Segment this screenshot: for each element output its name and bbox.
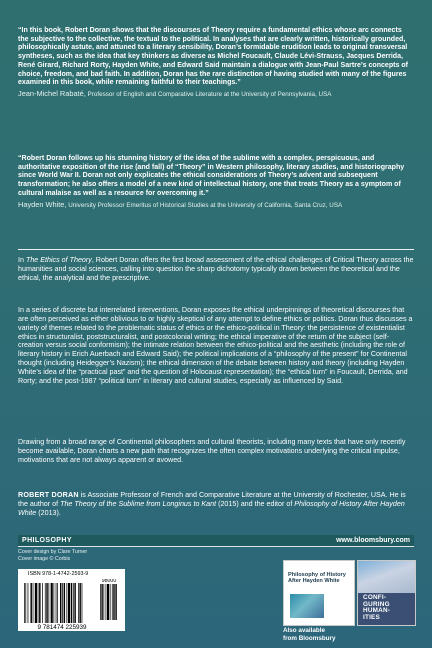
subject-label: PHILOSOPHY <box>22 536 72 544</box>
footer <box>18 535 414 642</box>
barcode-bar <box>73 583 74 623</box>
also-available-line-2: from Bloomsbury <box>283 634 336 642</box>
bio-text-2: (2015) and the editor of <box>216 499 295 508</box>
quote-white-author: Hayden White, <box>18 199 67 209</box>
barcode-bar <box>42 583 43 623</box>
subject-bar <box>18 535 414 547</box>
addon-bar <box>107 584 109 620</box>
barcode-number: 9 781474 225939 <box>37 624 87 631</box>
addon-bar <box>100 584 101 620</box>
barcode-bar <box>68 583 70 623</box>
description-paragraph-2 <box>18 306 414 386</box>
barcode-bar <box>56 583 57 623</box>
bio-book-1: The Theory of the Sublime from Longinus to Kant <box>60 499 217 508</box>
addon-bar <box>104 584 105 620</box>
addon-bar <box>112 584 113 620</box>
p1-rest: , Robert Doran offers the first broad assessment of the ethical challenges of Critical Theory across the humanities and social sciences, calling into question the sharp dichotomy typically drawn between the theoretical and the ethical, the analytical and the prescriptive. <box>18 256 414 282</box>
bio-book-2: Philosophy of History After Hayden White <box>18 499 405 517</box>
barcode-bar <box>60 583 61 623</box>
barcode-bar <box>25 583 26 623</box>
p3-text: Drawing from a broad range of Continental philosophers and cultural theorists, including many texts that have only recently become available, Doran charts a new path that recognizes the often complex motivations underlying the critical impulse, motivations that are not always apparent or avowed. <box>18 438 406 464</box>
also-available-line-1: Also available <box>283 627 325 634</box>
book2-cover-art <box>358 561 415 593</box>
barcode-bar <box>79 583 80 623</box>
barcode-bar <box>39 583 40 623</box>
barcode-bar <box>78 583 79 623</box>
barcode-bar <box>51 583 53 623</box>
barcode-bar <box>24 583 25 623</box>
publisher-website: www.bloomsbury.com <box>336 536 410 544</box>
also-available-book-2 <box>357 560 416 626</box>
addon-bar <box>115 584 116 620</box>
also-available-label <box>283 627 335 642</box>
p1-prefix: In <box>18 256 26 264</box>
barcode-graphic <box>22 579 122 631</box>
bio-text-1: is Associate Professor of French and Comparative Literature at the University of Rochester, USA. He is the author of <box>18 491 406 508</box>
addon-bar <box>110 584 111 620</box>
barcode-bar <box>74 583 75 623</box>
quote-rabate-affiliation: Professor of English and Comparative Literature at the University of Pennsylvania, USA <box>85 90 332 98</box>
description-paragraph-1 <box>18 256 414 283</box>
barcode-bar <box>57 583 58 623</box>
also-available-book-1 <box>283 560 355 626</box>
book-title-ethics-of-theory: The Ethics of Theory <box>25 256 92 264</box>
barcode-bar <box>82 583 83 623</box>
barcode-bar <box>45 583 46 623</box>
description-paragraph-3 <box>18 438 414 465</box>
barcode-bar <box>28 583 29 623</box>
barcode-bar <box>30 583 31 623</box>
book1-cover-art <box>290 594 324 618</box>
quote-white-text: “Robert Doran follows up his stunning history of the idea of the sublime with a complex, perspicuous, and authoritative exposition of the rise (and fall) of “Theory” in Western philosophy, literary studies, and historiography since World War II. Doran not only explicates the ethical considerations of Theory’s advent and subsequent transformation; he also offers a model of a new kind of intellectual history, one that treats Theory as a symptom of cultural malaise as well as a resource for overcoming it.” <box>18 155 405 197</box>
author-bio <box>18 491 414 518</box>
book1-cover-title: Philosophy of History After Hayden White <box>288 572 346 585</box>
p2-text: In a series of discrete but interrelated interventions, Doran exposes the ethical underpinnings of theoretical discourses that are often perceived as either oblivious to or highly skeptical of any attempt to define ethics or politics. Doran thus discusses a variety of themes related to the problematic status of ethics or the ethico-political in Theory: the persistence of existentialist ethics in structuralist, poststructuralist, and postcolonial writing; the ethical imperative of the return of the subject (self-creation versus social conformism); the intimate relation between the ethico-political and the aesthetic (including the role of literary history in Erich Auerbach and Edward Said); the political implications of a “philosophy of the present” for Continental thought (including Heidegger’s Nazism); the ethical dimension of the debate between history and theory (including Hayden White’s idea of the “practical past” and the question of Holocaust representation); the “ethical turn” in Foucault, Derrida, and Rorty; and the post-1987 “political turn” in literary and cultural studies, especially as influenced by Said. <box>18 306 413 385</box>
addon-bar <box>101 584 102 620</box>
book2-cover-title: CONFI- GURING HUMAN- ITIES <box>363 594 391 621</box>
barcode-bar <box>71 583 72 623</box>
cover-design-credit: Cover design by Clare Turner <box>18 549 88 555</box>
quote-rabate <box>18 27 414 99</box>
divider-top <box>18 249 414 250</box>
barcode-bar <box>54 583 55 623</box>
addon-bar <box>106 584 107 620</box>
author-name: ROBERT DORAN <box>18 491 79 499</box>
price-code: 98000 <box>101 579 117 584</box>
barcode-panel <box>18 569 125 631</box>
isbn-label: ISBN 978-1-4742-2593-9 <box>28 571 89 577</box>
barcode-bar <box>48 583 49 623</box>
barcode-bar <box>35 583 37 623</box>
barcode-bar <box>62 583 63 623</box>
bio-text-3: (2013). <box>36 508 61 517</box>
barcode-bar <box>64 583 65 623</box>
addon-bar <box>113 584 114 620</box>
barcode-bar <box>46 583 47 623</box>
barcode-bar <box>33 583 34 623</box>
quote-white-attribution <box>18 201 414 210</box>
barcode-bar <box>38 583 39 623</box>
cover-credits <box>18 549 87 562</box>
barcode-bar <box>66 583 67 623</box>
quote-rabate-author: Jean-Michel Rabaté, <box>18 88 86 98</box>
quote-rabate-text: “In this book, Robert Doran shows that the discourses of Theory require a fundamental ethics whose arc connects the subjective to the collective, the textual to the political. In analyses that are clearly written, historically grounded, philosophically astute, and attuned to a literary sensibility, Doran’s formidable erudition leads to original transversal syntheses, such as the idea that key thinkers as diverse as Michel Foucault, Claude Lévi-Strauss, Jacques Derrida, René Girard, Richard Rorty, Hayden White, and Edward Said maintain a dialogue with Jean-Paul Sartre’s concepts of choice, freedom, and bad faith. In addition, Doran has the rare distinction of having studied with many of the figures examined in this book, while remaining faithful to their teachings.” <box>18 27 409 87</box>
quote-rabate-attribution <box>18 90 414 99</box>
quote-white-affiliation: University Professor Emeritus of Historical Studies at the University of California, Santa Cruz, USA <box>66 201 343 209</box>
cover-image-credit: Cover image © Corbis <box>18 555 71 562</box>
quote-white <box>18 155 414 209</box>
